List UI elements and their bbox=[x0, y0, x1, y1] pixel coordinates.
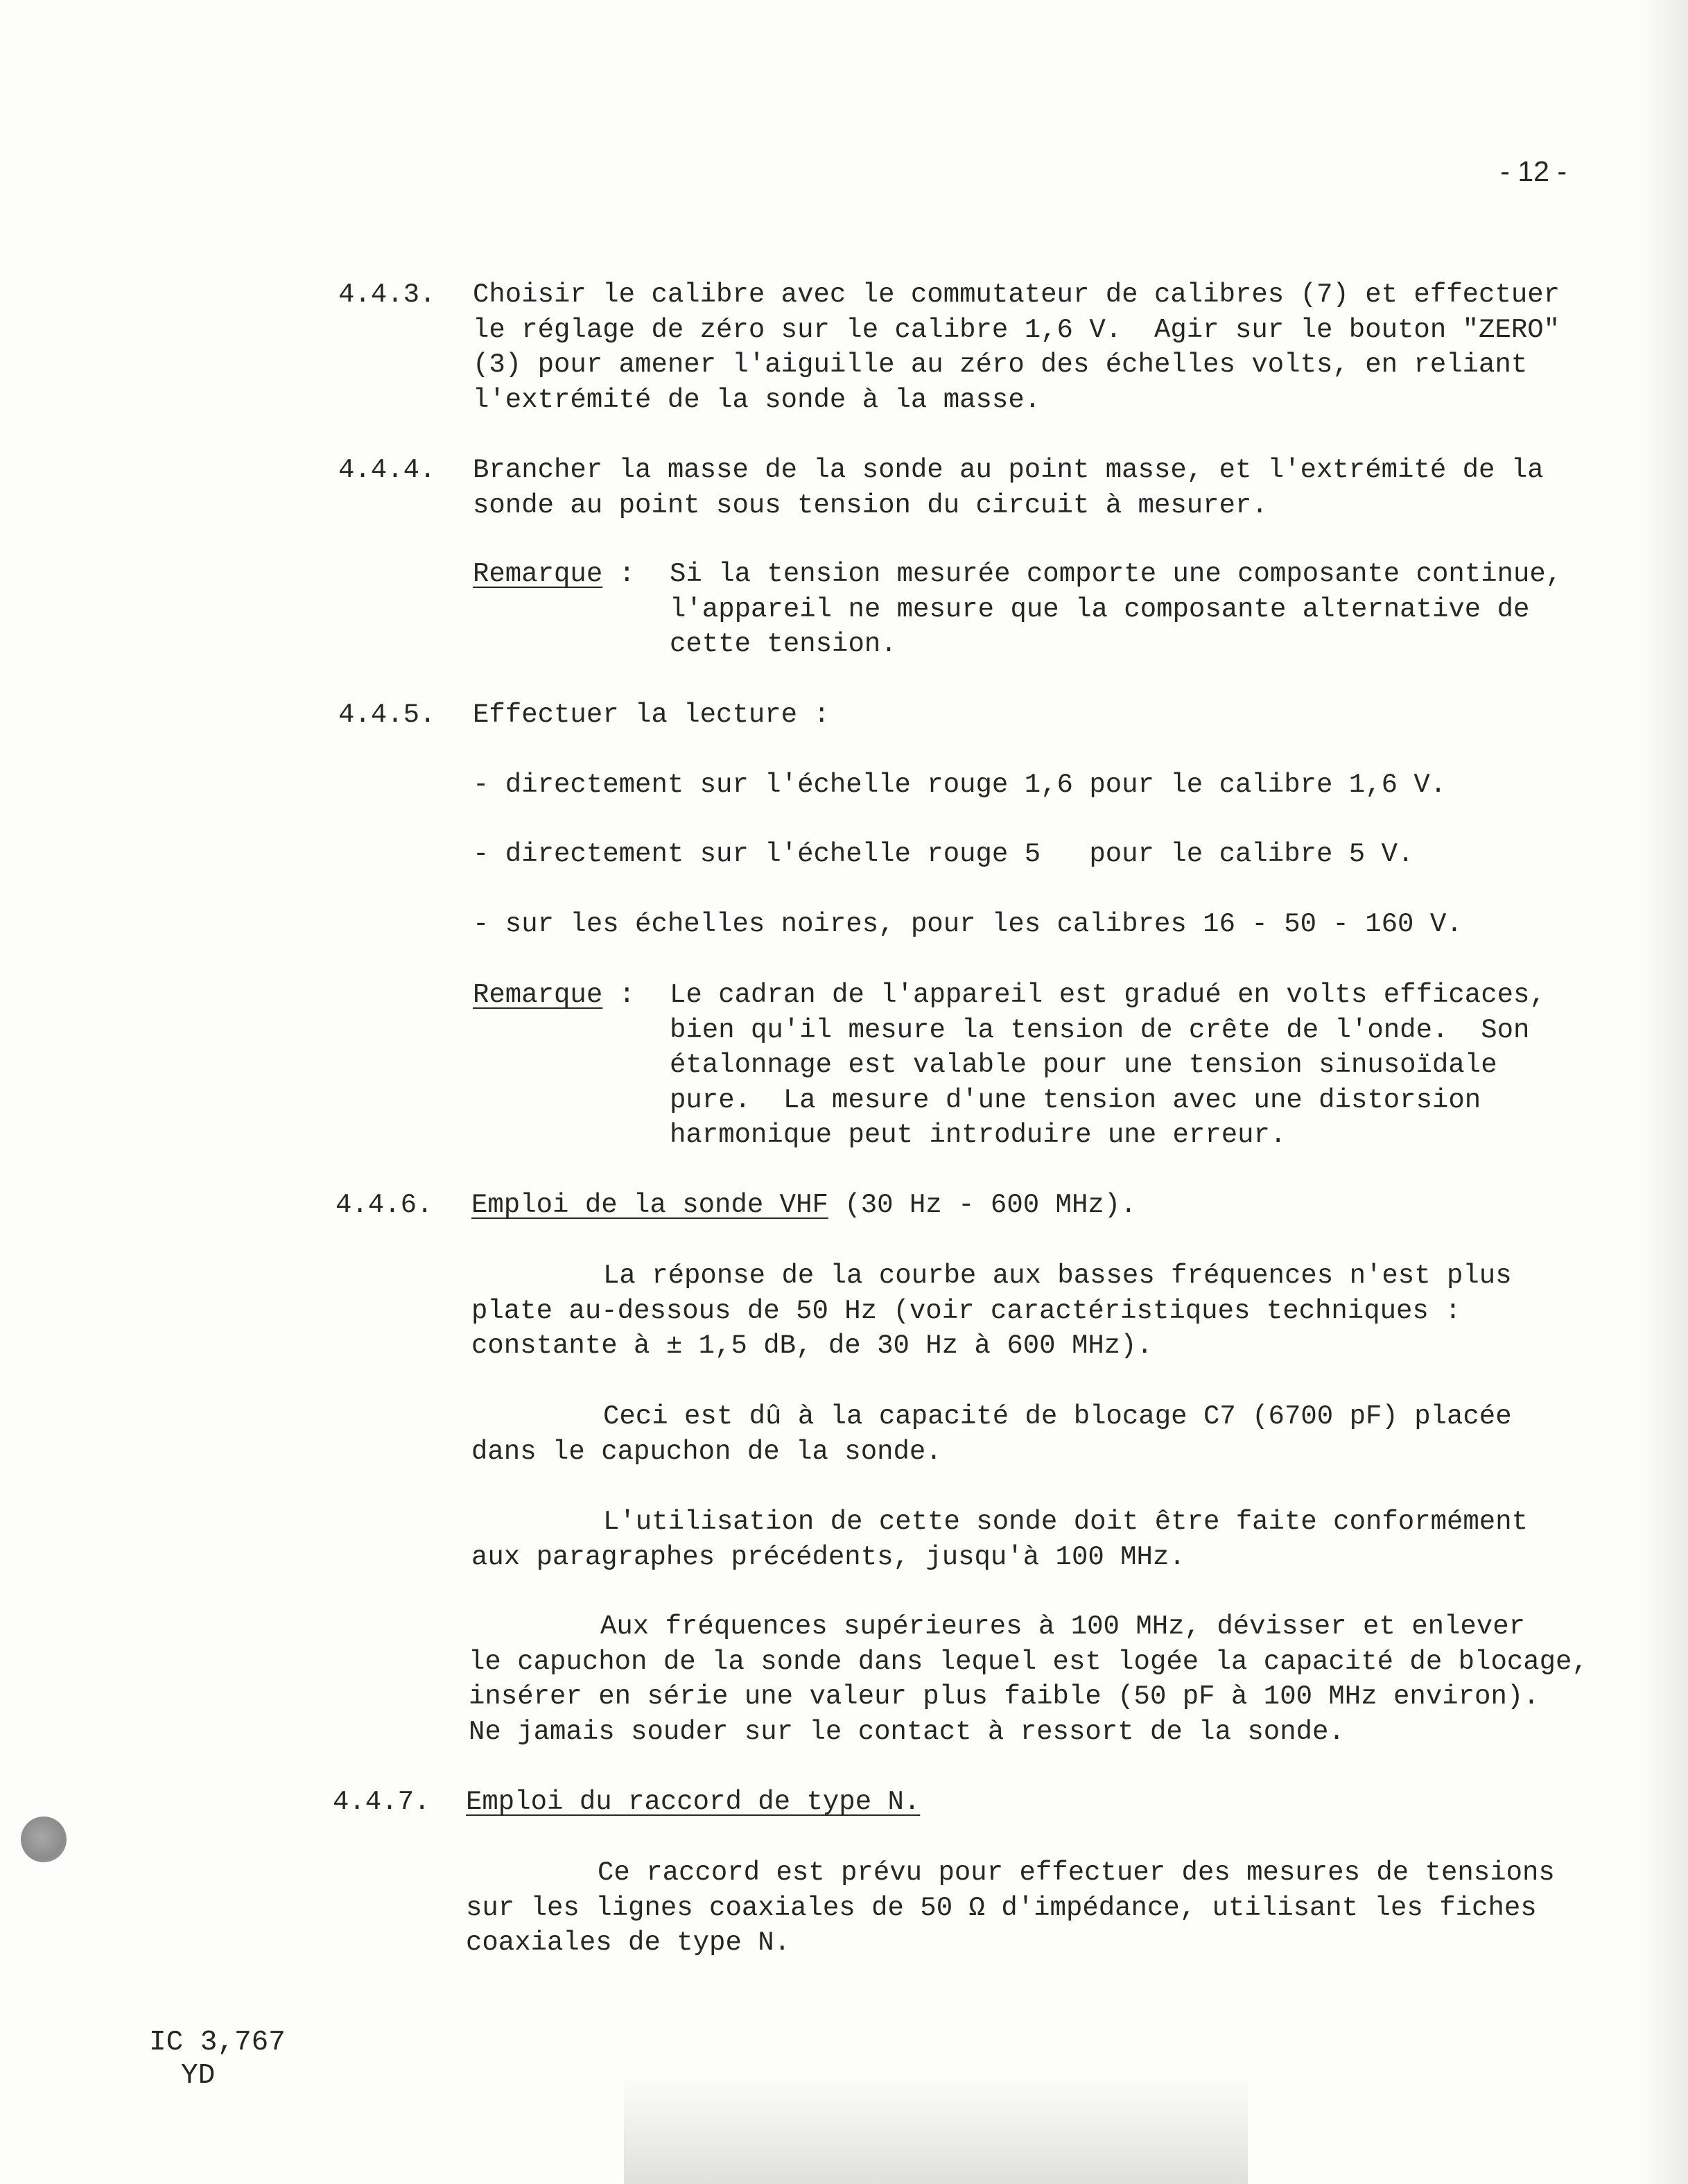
scan-bottom-shadow bbox=[624, 2073, 1248, 2184]
punch-hole bbox=[21, 1817, 67, 1862]
remark-label-4-4-4 bbox=[473, 557, 635, 592]
section-number-4-4-4: 4.4.4. bbox=[338, 455, 436, 485]
paragraph bbox=[469, 1609, 1588, 1749]
text-line: Le cadran de l'appareil est gradué en volts efficaces, bbox=[670, 980, 1546, 1010]
list-item: - directement sur l'échelle rouge 1,6 pour le calibre 1,6 V. bbox=[473, 770, 1447, 800]
text-line: L'utilisation de cette sonde doit être faite conformément bbox=[603, 1507, 1529, 1537]
section-title-suffix: (30 Hz - 600 MHz). bbox=[828, 1190, 1137, 1220]
text-line: coaxiales de type N. bbox=[466, 1927, 791, 1958]
section-title: Emploi de la sonde VHF bbox=[471, 1190, 828, 1220]
section-4-4-4-text bbox=[473, 453, 1544, 523]
paragraph bbox=[471, 1258, 1512, 1364]
section-title: Emploi du raccord de type N. bbox=[466, 1787, 921, 1817]
remark-4-4-5-text bbox=[670, 978, 1546, 1153]
remark-label-4-4-5 bbox=[473, 978, 635, 1013]
text-line: La réponse de la courbe aux basses fréquences n'est plus bbox=[603, 1260, 1512, 1291]
list-item: - sur les échelles noires, pour les calibres 16 - 50 - 160 V. bbox=[473, 909, 1463, 939]
text-line: bien qu'il mesure la tension de crête de l'onde. Son bbox=[670, 1014, 1530, 1046]
stamp-line: IC 3,767 bbox=[149, 2027, 286, 2059]
section-number-4-4-3: 4.4.3. bbox=[338, 279, 436, 310]
text-line: dans le capuchon de la sonde. bbox=[471, 1436, 942, 1467]
document-reference-stamp bbox=[149, 2026, 286, 2092]
section-4-4-6-heading bbox=[471, 1188, 1137, 1223]
remark-label: Remarque bbox=[473, 980, 603, 1010]
remark-colon: : bbox=[602, 980, 636, 1010]
text-line: pure. La mesure d'une tension avec une distorsion bbox=[670, 1084, 1481, 1116]
stamp-line: YD bbox=[181, 2060, 216, 2092]
text-line: Ne jamais souder sur le contact à ressort de la sonde. bbox=[469, 1716, 1345, 1747]
paragraph bbox=[471, 1505, 1528, 1575]
remark-4-4-4-text bbox=[670, 557, 1562, 662]
text-line: insérer en série une valeur plus faible (50 pF à 100 MHz environ). bbox=[469, 1681, 1540, 1712]
text-line: Ceci est dû à la capacité de blocage C7 (6700 pF) placée bbox=[603, 1401, 1512, 1432]
text-line: aux paragraphes précédents, jusqu'à 100 MHz. bbox=[471, 1541, 1185, 1572]
list-item: - directement sur l'échelle rouge 5 pour le calibre 5 V. bbox=[473, 839, 1414, 869]
text-line: sonde au point sous tension du circuit à mesurer. bbox=[473, 489, 1268, 521]
page-number: - 12 - bbox=[1500, 155, 1567, 187]
text-line: Brancher la masse de la sonde au point masse, et l'extrémité de la bbox=[473, 455, 1544, 485]
text-line: plate au-dessous de 50 Hz (voir caractéristiques techniques : bbox=[471, 1295, 1461, 1326]
scan-edge-shadow bbox=[1639, 0, 1688, 2184]
text-line: le réglage de zéro sur le calibre 1,6 V. Agir sur le bouton "ZERO" bbox=[473, 314, 1560, 345]
section-number-4-4-7: 4.4.7. bbox=[333, 1787, 430, 1817]
text-line: étalonnage est valable pour une tension sinusoïdale bbox=[670, 1050, 1497, 1080]
remark-colon: : bbox=[602, 559, 636, 589]
text-line: l'appareil ne mesure que la composante alternative de bbox=[670, 593, 1530, 625]
text-line: cette tension. bbox=[670, 629, 897, 659]
section-4-4-5-intro: Effectuer la lecture : bbox=[473, 700, 830, 730]
text-line: constante à ± 1,5 dB, de 30 Hz à 600 MHz). bbox=[471, 1331, 1153, 1361]
remark-label: Remarque bbox=[473, 559, 603, 589]
text-line: (3) pour amener l'aiguille au zéro des échelles volts, en reliant bbox=[473, 349, 1528, 380]
text-line: Aux fréquences supérieures à 100 MHz, dévisser et enlever bbox=[600, 1611, 1526, 1642]
text-line: Ce raccord est prévu pour effectuer des mesures de tensions bbox=[598, 1857, 1555, 1888]
text-line: harmonique peut introduire une erreur. bbox=[670, 1120, 1287, 1150]
section-4-4-7-heading bbox=[466, 1785, 920, 1820]
paragraph bbox=[471, 1399, 1512, 1469]
paragraph bbox=[466, 1855, 1555, 1961]
text-line: l'extrémité de la sonde à la masse. bbox=[473, 384, 1041, 415]
section-number-4-4-6: 4.4.6. bbox=[336, 1190, 433, 1220]
section-number-4-4-5: 4.4.5. bbox=[338, 700, 436, 730]
text-line: Choisir le calibre avec le commutateur de calibres (7) et effectuer bbox=[473, 279, 1560, 310]
text-line: le capuchon de la sonde dans lequel est logée la capacité de blocage, bbox=[469, 1646, 1588, 1677]
text-line: Si la tension mesurée comporte une composante continue, bbox=[670, 559, 1563, 589]
text-line: sur les lignes coaxiales de 50 Ω d'impédance, utilisant les fiches bbox=[466, 1892, 1537, 1923]
section-4-4-3-text bbox=[473, 277, 1560, 417]
